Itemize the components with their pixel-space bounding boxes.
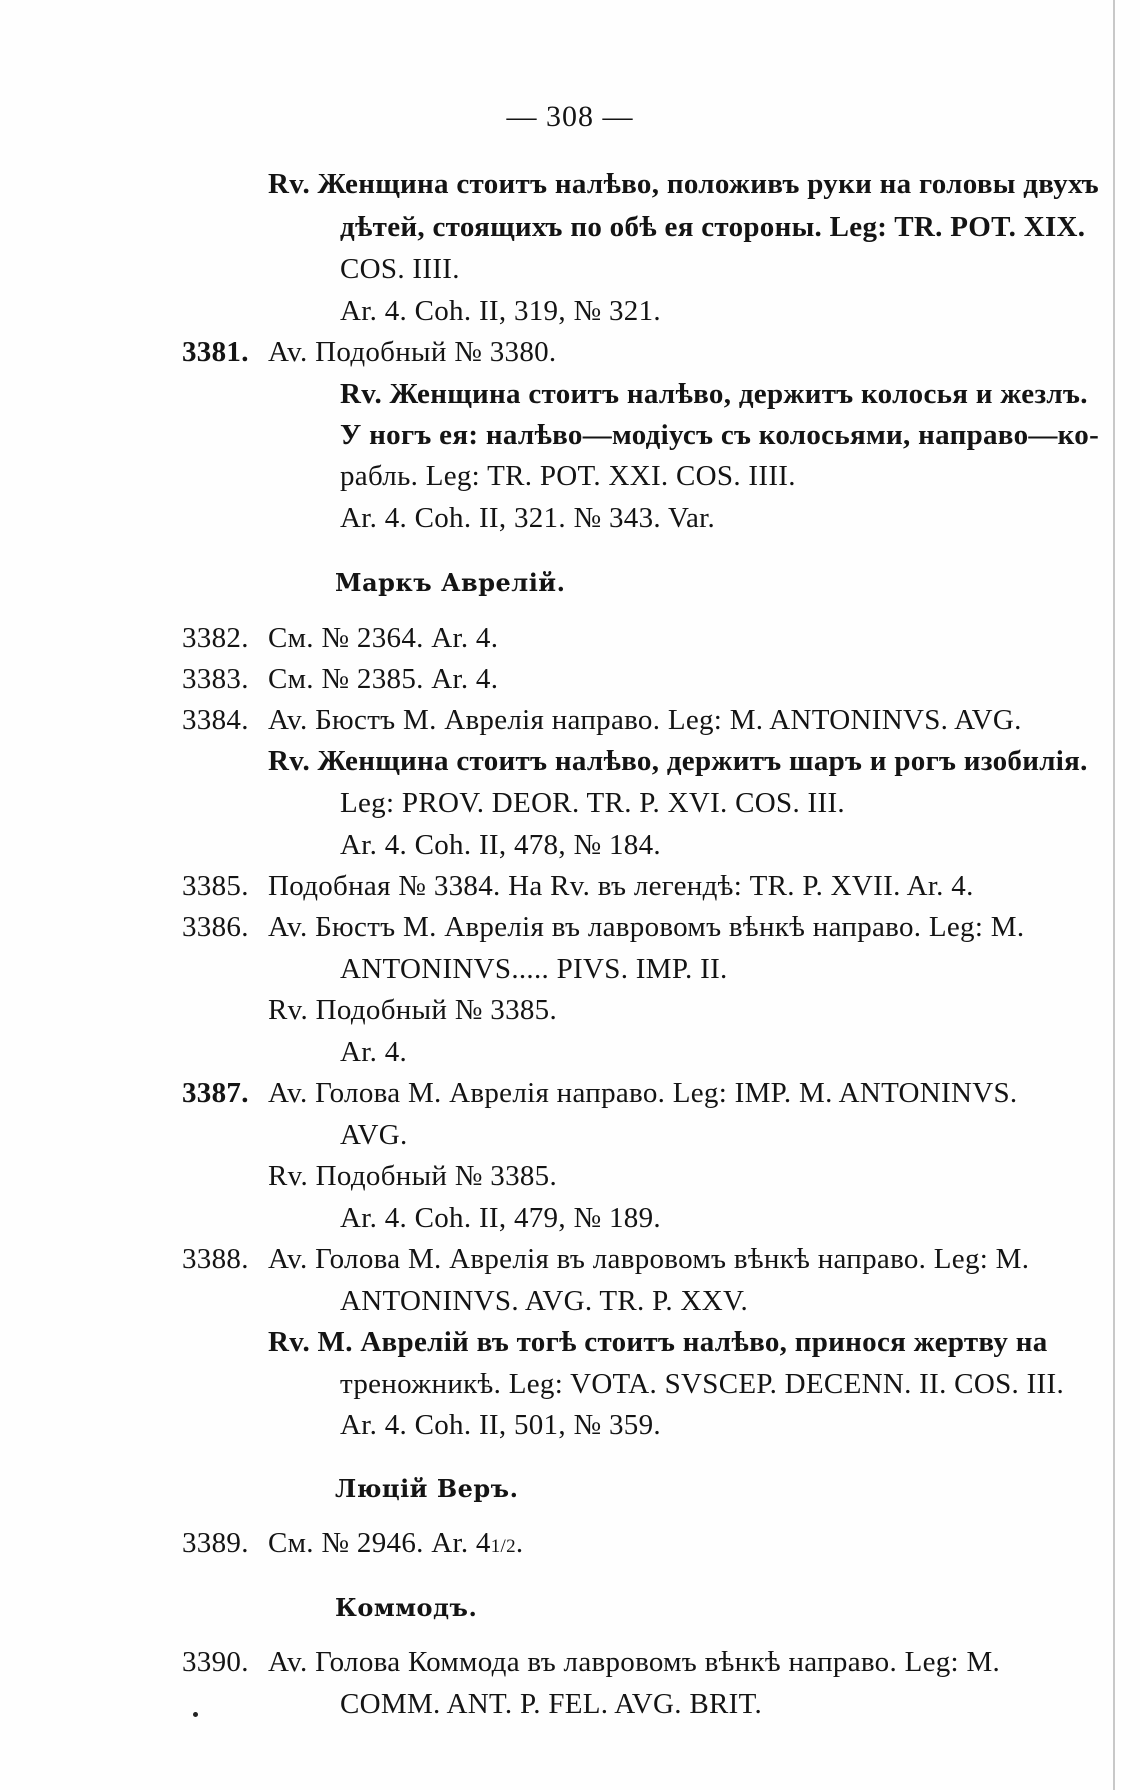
entry-line: Ar. 4. Coh. II, 501, № 359. <box>340 1409 661 1441</box>
entry-number: 3390. <box>182 1646 249 1678</box>
entry-line: COS. IIII. <box>340 253 460 285</box>
ink-speck <box>193 1712 198 1717</box>
entry-number: 3382. <box>182 622 249 654</box>
entry-line: рабль. Leg: TR. POT. XXI. COS. IIII. <box>340 460 796 492</box>
entry-line: Av. Бюстъ М. Аврелія направо. Leg: M. ANTONINVS. AVG. <box>268 704 1022 736</box>
section-heading: Коммодъ. <box>335 1593 478 1622</box>
entry-number: 3383. <box>182 663 249 695</box>
entry-line: Ar. 4. <box>340 1036 408 1068</box>
entry-number: 3387. <box>182 1077 249 1109</box>
section-heading: Люцій Веръ. <box>335 1474 519 1503</box>
entry-line: Ar. 4. Coh. II, 319, № 321. <box>340 295 661 327</box>
entry-line: Av. Голова М. Аврелія направо. Leg: IMP. M. ANTONINVS. <box>268 1077 1018 1109</box>
entry-number: 3386. <box>182 911 249 943</box>
entry-number: 3388. <box>182 1243 249 1275</box>
entry-line: ANTONINVS..... PIVS. IMP. II. <box>340 953 728 985</box>
entry-number: 3389. <box>182 1527 249 1559</box>
entry-line: Av. Голова М. Аврелія въ лавровомъ вѣнкѣ направо. Leg: M. <box>268 1243 1030 1275</box>
entry-line: COMM. ANT. P. FEL. AVG. BRIT. <box>340 1688 763 1720</box>
entry-line: ANTONINVS. AVG. TR. P. XXV. <box>340 1285 749 1317</box>
entry-line: Av. Бюстъ М. Аврелія въ лавровомъ вѣнкѣ направо. Leg: M. <box>268 911 1025 943</box>
entry-number: 3385. <box>182 870 249 902</box>
page-number: — 308 — <box>506 100 634 133</box>
entry-line: Ar. 4. Coh. II, 478, № 184. <box>340 829 661 861</box>
entry-line: См. № 2385. Ar. 4. <box>268 663 499 695</box>
entry-line: Ar. 4. Coh. II, 479, № 189. <box>340 1202 661 1234</box>
entry-line: Rv. М. Аврелій въ тогѣ стоитъ налѣво, принося жертву на <box>268 1326 1048 1358</box>
entry-line: треножникѣ. Leg: VOTA. SVSCEP. DECENN. II. COS. III. <box>340 1368 1065 1400</box>
entry-line: Rv. Женщина стоитъ налѣво, держитъ шаръ и рогъ изобилія. <box>268 745 1088 777</box>
fraction: 1/2 <box>490 1536 516 1557</box>
page-edge <box>1113 0 1115 1790</box>
entry-line: У ногъ ея: налѣво—модіусъ съ колосьями, направо—ко- <box>340 419 1100 451</box>
entry-line: AVG. <box>340 1119 408 1151</box>
entry-line: См. № 2364. Ar. 4. <box>268 622 499 654</box>
entry-line: Av. Подобный № 3380. <box>268 336 557 368</box>
entry-line: Ar. 4. Coh. II, 321. № 343. Var. <box>340 502 716 534</box>
entry-line <box>268 1524 523 1566</box>
entry-line-text: См. № 2946. Ar. 4 <box>268 1527 491 1559</box>
entry-line: Leg: PROV. DEOR. TR. P. XVI. COS. III. <box>340 787 845 819</box>
entry-number: 3384. <box>182 704 249 736</box>
entry-line: Подобная № 3384. На Rv. въ легендѣ: TR. P. XVII. Ar. 4. <box>268 870 974 902</box>
entry-line: Rv. Женщина стоитъ налѣво, положивъ руки на головы двухъ <box>268 168 1099 200</box>
entry-line: дѣтей, стоящихъ по обѣ ея стороны. Leg: TR. POT. XIX. <box>340 211 1086 243</box>
entry-line-end: . <box>515 1527 524 1559</box>
section-heading: Маркъ Аврелій. <box>335 568 566 597</box>
entry-line: Av. Голова Коммода въ лавровомъ вѣнкѣ направо. Leg: M. <box>268 1646 1001 1678</box>
entry-line: Rv. Подобный № 3385. <box>268 1160 558 1192</box>
entry-line: Rv. Подобный № 3385. <box>268 994 558 1026</box>
entry-line: Rv. Женщина стоитъ налѣво, держитъ колосья и жезлъ. <box>340 378 1088 410</box>
entry-number: 3381. <box>182 336 249 368</box>
